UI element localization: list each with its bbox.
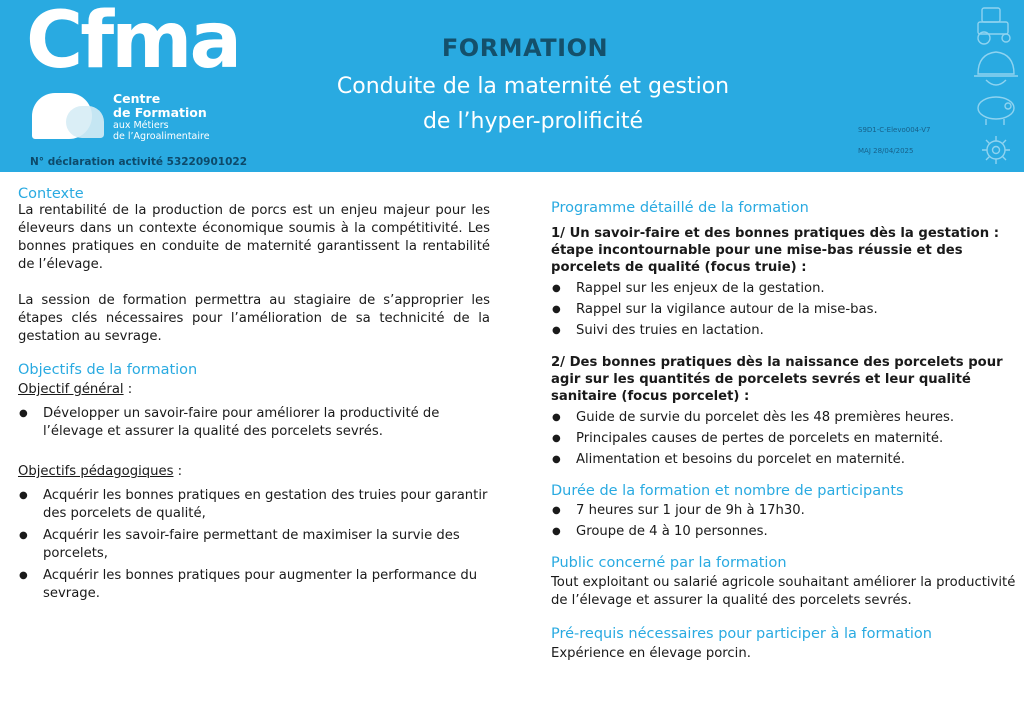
contexte-heading: Contexte <box>18 186 84 202</box>
tractor-icon <box>978 8 1010 44</box>
objectifs-pedagogiques-underlined: Objectifs pédagogiques <box>18 464 174 479</box>
list-item: ● Guide de survie du porcelet dès les 48 premières heures. <box>551 409 1017 427</box>
contexte-paragraph-1: La rentabilité de la production de porcs est un enjeu majeur pour les éleveurs dans un contexte économique soumis à la compétitivité. Les bonnes pratiques en conduite de maternité garantissent la rentabilité de l’élevage. <box>18 203 490 272</box>
list-item: ● Acquérir les savoir-faire permettant de maximiser la survie des porcelets, <box>18 527 490 563</box>
public-heading: Public concerné par la formation <box>551 555 787 571</box>
centre-line-2: de Formation <box>113 105 207 120</box>
centre-line-4: de l’Agroalimentaire <box>113 131 210 142</box>
contexte-paragraph-2: La session de formation permettra au stagiaire de s’approprier les étapes clés nécessaires pour l’amélioration de sa technicité de la gestation au sevrage. <box>18 293 490 344</box>
objectif-general-label <box>18 381 490 399</box>
list-item: ● Principales causes de pertes de porcelets en maternité. <box>551 430 1017 448</box>
centre-line-3: aux Métiers <box>113 120 169 131</box>
declaration-number: N° déclaration activité 53220901022 <box>30 156 247 168</box>
speech-bubble-small-icon <box>66 106 104 138</box>
duree-list <box>551 502 1017 541</box>
objectif-general-colon: : <box>123 382 133 397</box>
programme-part-1-title: 1/ Un savoir-faire et des bonnes pratiques dès la gestation : étape incontournable pour une mise-bas réussie et des porcelets de qualité (focus truie) : <box>551 226 999 275</box>
update-date: MAJ 28/04/2025 <box>858 147 914 155</box>
duree-heading: Durée de la formation et nombre de participants <box>551 483 904 499</box>
document-reference: S9D1-C-Elevo004-V7 <box>858 126 931 134</box>
objectif-general-list <box>18 405 490 441</box>
objectifs-pedagogiques-label <box>18 463 490 481</box>
hard-hat-icon <box>974 52 1018 85</box>
list-item: ● 7 heures sur 1 jour de 9h à 17h30. <box>551 502 1017 520</box>
public-text: Tout exploitant ou salarié agricole souhaitant améliorer la productivité de l’élevage et assurer la qualité des porcelets sevrés. <box>551 575 1016 608</box>
programme-part-2-list <box>551 409 1017 469</box>
programme-heading: Programme détaillé de la formation <box>551 200 809 216</box>
programme-part-1-list <box>551 280 1017 340</box>
list-item: ● Rappel sur la vigilance autour de la mise-bas. <box>551 301 1017 319</box>
centre-line-1: Centre <box>113 91 161 106</box>
list-item: ● Alimentation et besoins du porcelet en maternité. <box>551 451 1017 469</box>
list-item: ● Rappel sur les enjeux de la gestation. <box>551 280 1017 298</box>
list-item: ● Acquérir les bonnes pratiques en gestation des truies pour garantir des porcelets de qualité, <box>18 487 490 523</box>
pig-icon <box>978 97 1014 125</box>
decorative-icons <box>972 4 1020 168</box>
list-item: ● Suivi des truies en lactation. <box>551 322 1017 340</box>
organisation-name <box>113 92 210 142</box>
list-item: ● Groupe de 4 à 10 personnes. <box>551 523 1017 541</box>
right-column <box>551 200 1017 663</box>
cfma-logo: Cfma <box>26 0 240 86</box>
left-column <box>18 186 490 607</box>
objectifs-heading: Objectifs de la formation <box>18 362 198 378</box>
header-banner <box>0 0 1024 172</box>
list-item: ● Acquérir les bonnes pratiques pour augmenter la performance du sevrage. <box>18 567 490 603</box>
formation-name-line-1: Conduite de la maternité et gestion <box>336 74 730 99</box>
prerequis-text: Expérience en élevage porcin. <box>551 646 751 661</box>
page-title: FORMATION <box>441 34 609 62</box>
programme-part-2-title: 2/ Des bonnes pratiques dès la naissance des porcelets pour agir sur les quantités de porcelets sevrés et leur qualité sanitaire (focus porcelet) : <box>551 355 1003 404</box>
objectifs-pedagogiques-colon: : <box>173 464 183 479</box>
objectifs-pedagogiques-list <box>18 487 490 603</box>
prerequis-heading: Pré-requis nécessaires pour participer à la formation <box>551 626 932 642</box>
gear-icon <box>982 136 1010 164</box>
list-item: ● Développer un savoir-faire pour améliorer la productivité de l’élevage et assurer la qualité des porcelets sevrés. <box>18 405 490 441</box>
formation-name-line-2: de l’hyper-prolificité <box>422 109 644 134</box>
objectif-general-underlined: Objectif général <box>18 382 124 397</box>
